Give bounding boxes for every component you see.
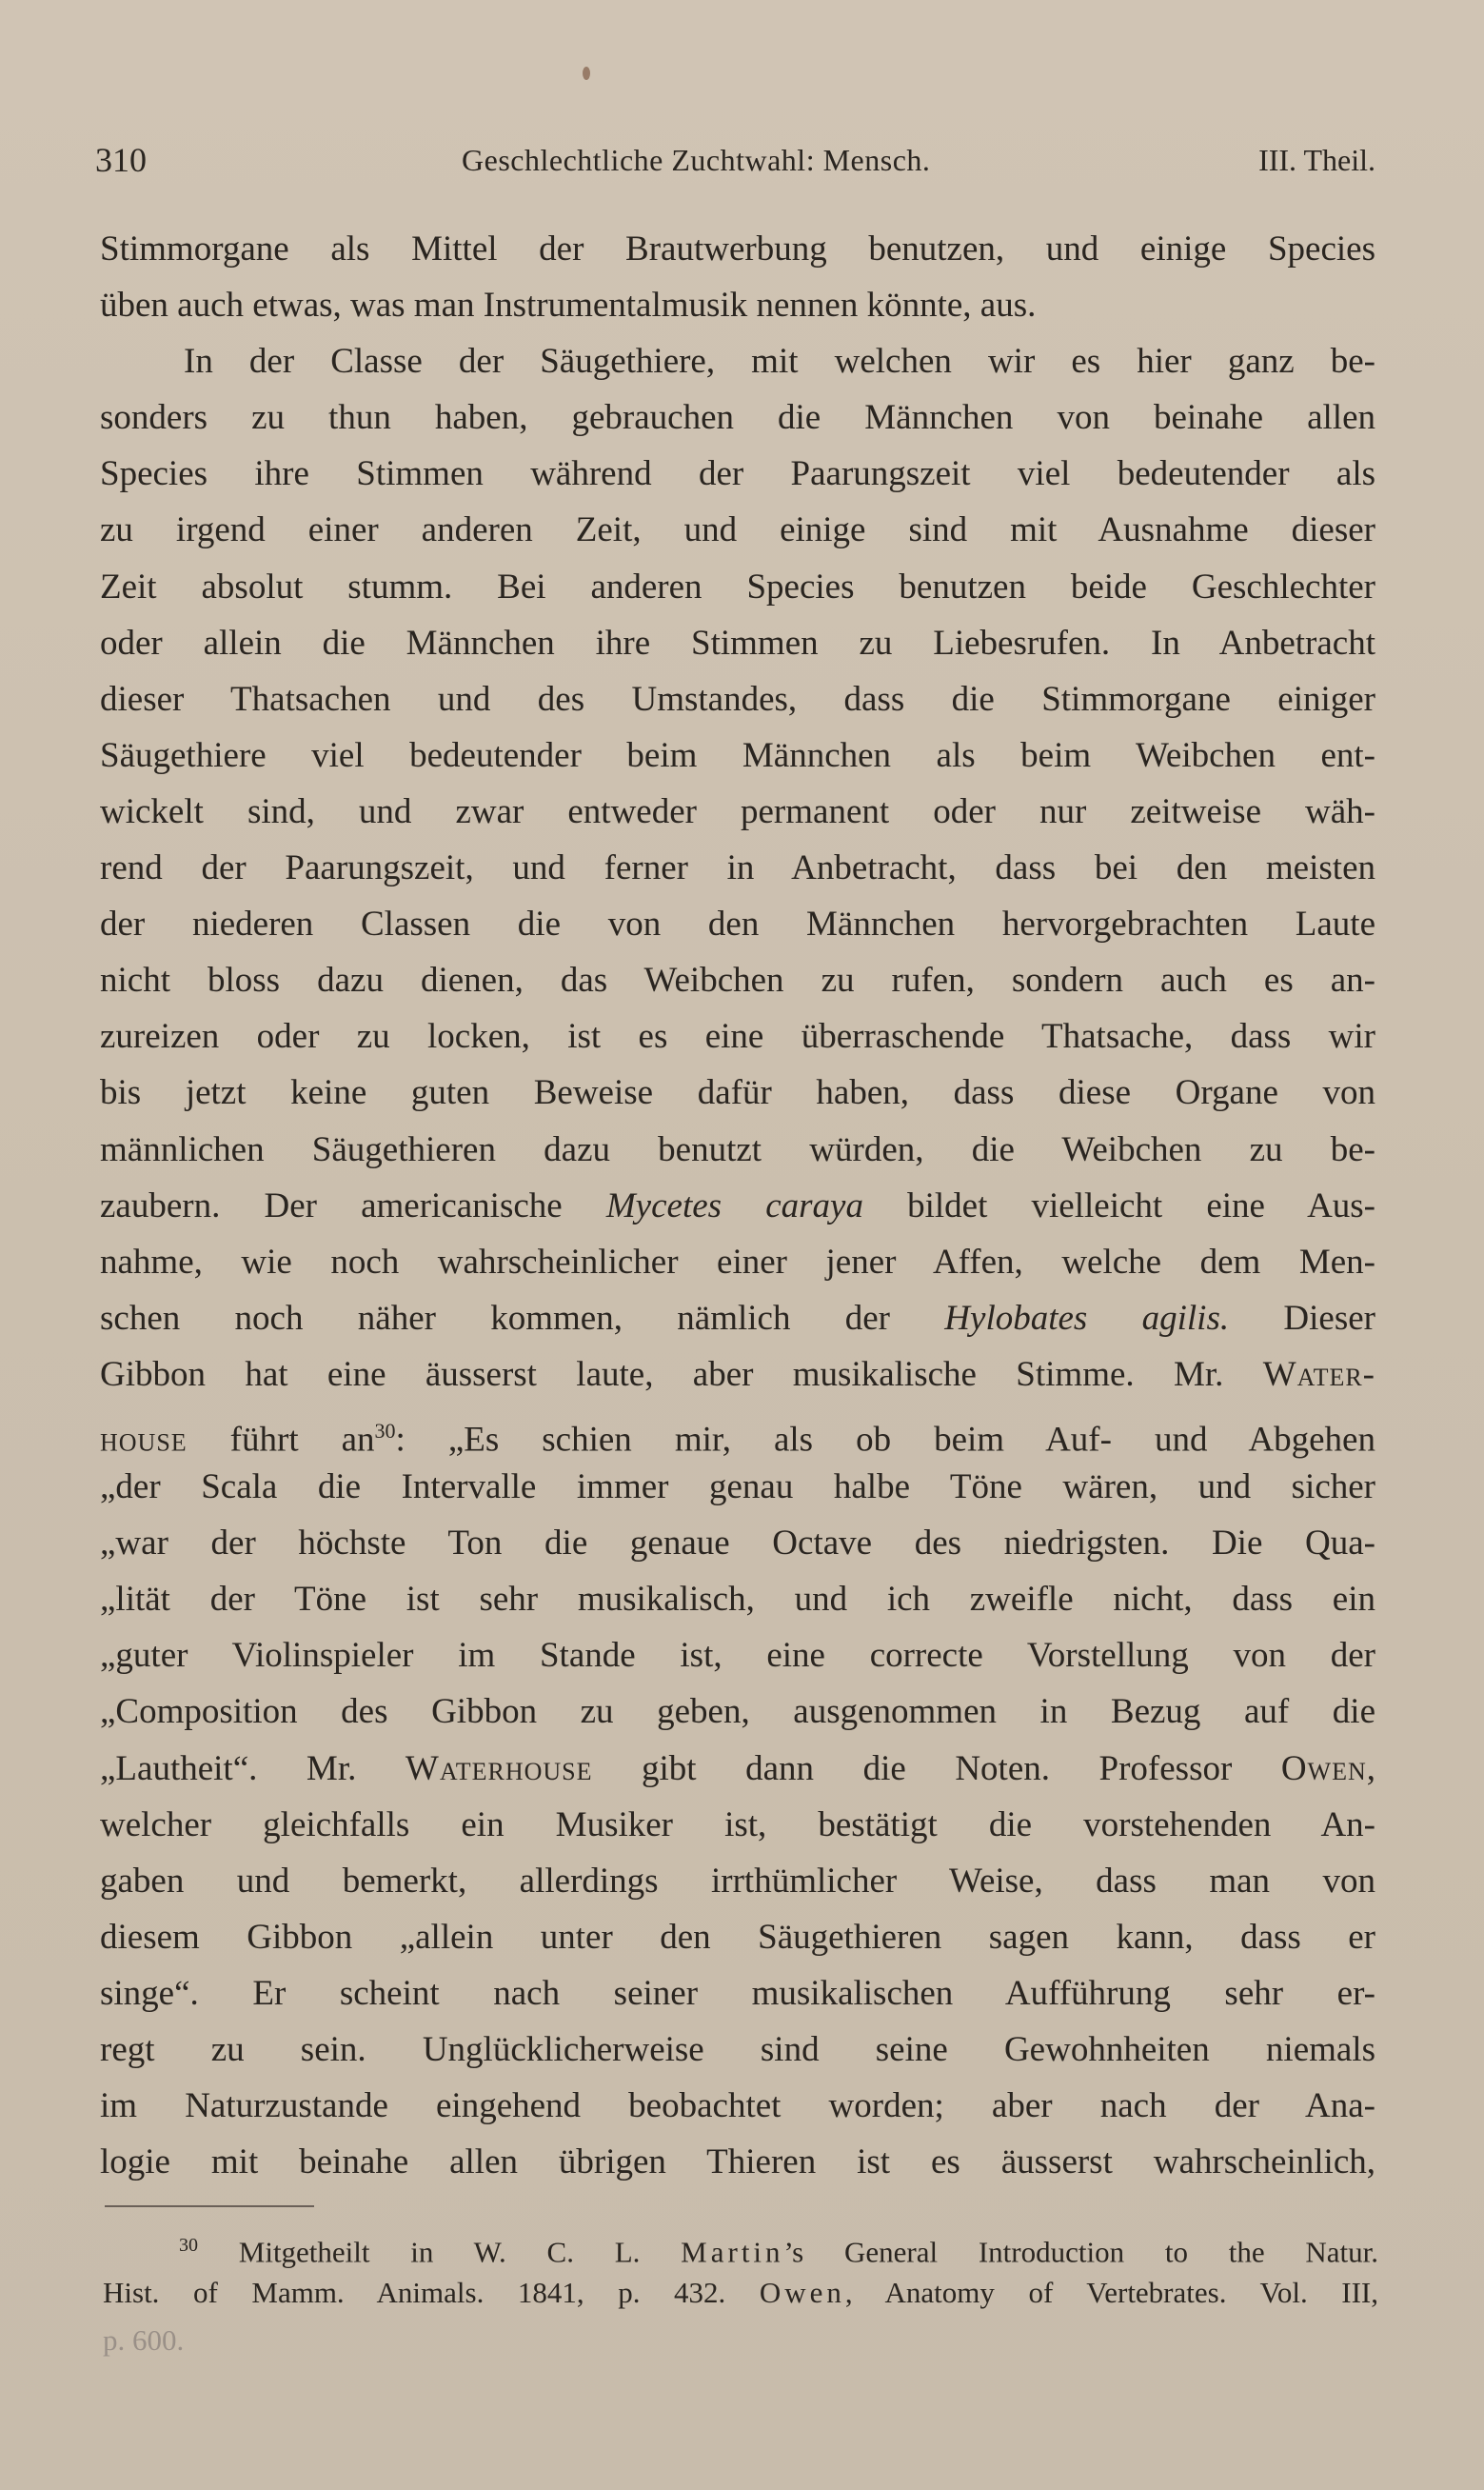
text-line: nicht bloss dazu dienen, das Weibchen zu rufen, sondern auch es an- <box>100 961 1375 1001</box>
page-number: 310 <box>95 141 147 179</box>
text-line: regt zu sein. Unglücklicherweise sind seine Gewohnheiten niemals <box>100 2030 1375 2069</box>
text-line: „guter Violinspieler im Stande ist, eine correcte Vorstellung von der <box>100 1636 1375 1676</box>
text-run: Mitgetheilt in W. C. L. <box>198 2235 682 2269</box>
text-line: dieser Thatsachen und des Umstandes, dass die Stimmorgane einiger <box>100 679 1375 719</box>
footnote-ref: 30 <box>374 1418 396 1443</box>
text-line: „war der höchste Ton die genaue Octave des niedrigsten. Die Qua- <box>100 1524 1375 1564</box>
text-line <box>100 1178 1375 1234</box>
footnote-divider <box>105 2205 314 2207</box>
text-run: Dieser <box>1229 1298 1375 1338</box>
text-line: welcher gleichfalls ein Musiker ist, bestätigt die vorstehenden An- <box>100 1804 1375 1844</box>
text-line: zu irgend einer anderen Zeit, und einige sind mit Ausnahme dieser <box>100 510 1375 550</box>
text-line: im Naturzustande eingehend beobachtet worden; aber nach der Ana- <box>100 2086 1375 2126</box>
text-line: Stimmorgane als Mittel der Brautwerbung benutzen, und einige Species <box>100 229 1375 269</box>
text-line <box>100 1741 1375 1797</box>
text-line: diesem Gibbon „allein unter den Säugethieren sagen kann, dass er <box>100 1917 1375 1957</box>
part-label: III. Theil. <box>1258 143 1375 177</box>
footnote-line <box>103 2221 1378 2269</box>
text-line: üben auch etwas, was man Instrumentalmusik nennen könnte, aus. <box>100 286 1037 326</box>
text-line: bis jetzt keine guten Beweise dafür haben, dass diese Organe von <box>100 1073 1375 1113</box>
text-line <box>100 1403 1375 1459</box>
footnotes <box>103 2221 1378 2364</box>
text-line: nahme, wie noch wahrscheinlicher einer jener Affen, welche dem Men- <box>100 1242 1375 1282</box>
text-line: „der Scala die Intervalle immer genau halbe Töne wären, und sicher <box>100 1467 1375 1507</box>
footnote-line <box>103 2269 1378 2317</box>
ink-smudge <box>583 67 590 80</box>
text-line: „Composition des Gibbon zu geben, ausgenommen in Bezug auf die <box>100 1692 1375 1732</box>
author-name: Owen <box>1280 1748 1367 1788</box>
text-run: schen noch näher kommen, nämlich der <box>100 1298 945 1338</box>
text-line: In der Classe der Säugethiere, mit welchen wir es hier ganz be- <box>184 342 1375 382</box>
text-line: sonders zu thun haben, gebrauchen die Männchen von beinahe allen <box>100 398 1375 438</box>
footnote-line: p. 600. <box>103 2323 185 2357</box>
text-run: Hist. of Mamm. Animals. 1841, p. 432. <box>103 2276 760 2309</box>
text-run: , Anatomy of Vertebrates. Vol. III, <box>844 2276 1379 2309</box>
text-line: Zeit absolut stumm. Bei anderen Species benutzen beide Geschlechter <box>100 567 1375 607</box>
text-run: bildet vielleicht eine Aus- <box>862 1185 1376 1225</box>
running-title: Geschlechtliche Zuchtwahl: Mensch. <box>462 143 931 177</box>
text-line: männlichen Säugethieren dazu benutzt würden, die Weibchen zu be- <box>100 1129 1375 1169</box>
text-line: singe“. Er scheint nach seiner musikalischen Aufführung sehr er- <box>100 1973 1375 2013</box>
author-name: Water- <box>1262 1354 1375 1394</box>
species-name: Mycetes caraya <box>605 1185 863 1225</box>
author-name: Waterhouse <box>405 1748 593 1788</box>
text-line <box>100 1290 1375 1346</box>
text-line: Species ihre Stimmen während der Paarungszeit viel bedeutender als <box>100 454 1375 494</box>
species-name: Hylobates agilis. <box>944 1298 1230 1338</box>
body-text <box>100 221 1375 2190</box>
author-name: Martin <box>681 2235 784 2269</box>
text-run: gibt dann die Noten. Professor <box>592 1748 1281 1788</box>
text-run: führt an <box>187 1420 375 1460</box>
text-line: „lität der Töne ist sehr musikalisch, und ich zweifle nicht, dass ein <box>100 1580 1375 1620</box>
text-run: ’s General Introduction to the Natur. <box>783 2235 1378 2269</box>
text-run: , <box>1366 1748 1375 1788</box>
text-run: Gibbon hat eine äusserst laute, aber musikalische Stimme. Mr. <box>100 1354 1263 1394</box>
running-head <box>95 141 1375 179</box>
text-line: rend der Paarungszeit, und ferner in Anbetracht, dass bei den meisten <box>100 848 1375 888</box>
text-run: „Lautheit“. Mr. <box>100 1748 406 1788</box>
text-line <box>100 1346 1375 1403</box>
text-line: der niederen Classen die von den Männchen hervorgebrachten Laute <box>100 905 1375 945</box>
author-name: Owen <box>759 2276 845 2309</box>
text-run: zaubern. Der americanische <box>100 1185 606 1225</box>
text-line: oder allein die Männchen ihre Stimmen zu Liebesrufen. In Anbetracht <box>100 623 1375 663</box>
text-line: Säugethiere viel bedeutender beim Männchen als beim Weibchen ent- <box>100 735 1375 775</box>
author-name: house <box>100 1420 188 1460</box>
footnote-number: 30 <box>179 2235 198 2256</box>
text-line: gaben und bemerkt, allerdings irrthümlicher Weise, dass man von <box>100 1861 1375 1901</box>
text-line: wickelt sind, und zwar entweder permanent oder nur zeitweise wäh- <box>100 791 1375 831</box>
text-line: logie mit beinahe allen übrigen Thieren ist es äusserst wahrscheinlich, <box>100 2142 1375 2182</box>
text-run: : „Es schien mir, als ob beim Auf- und Abgehen <box>395 1420 1375 1460</box>
text-line: zureizen oder zu locken, ist es eine überraschende Thatsache, dass wir <box>100 1017 1375 1057</box>
